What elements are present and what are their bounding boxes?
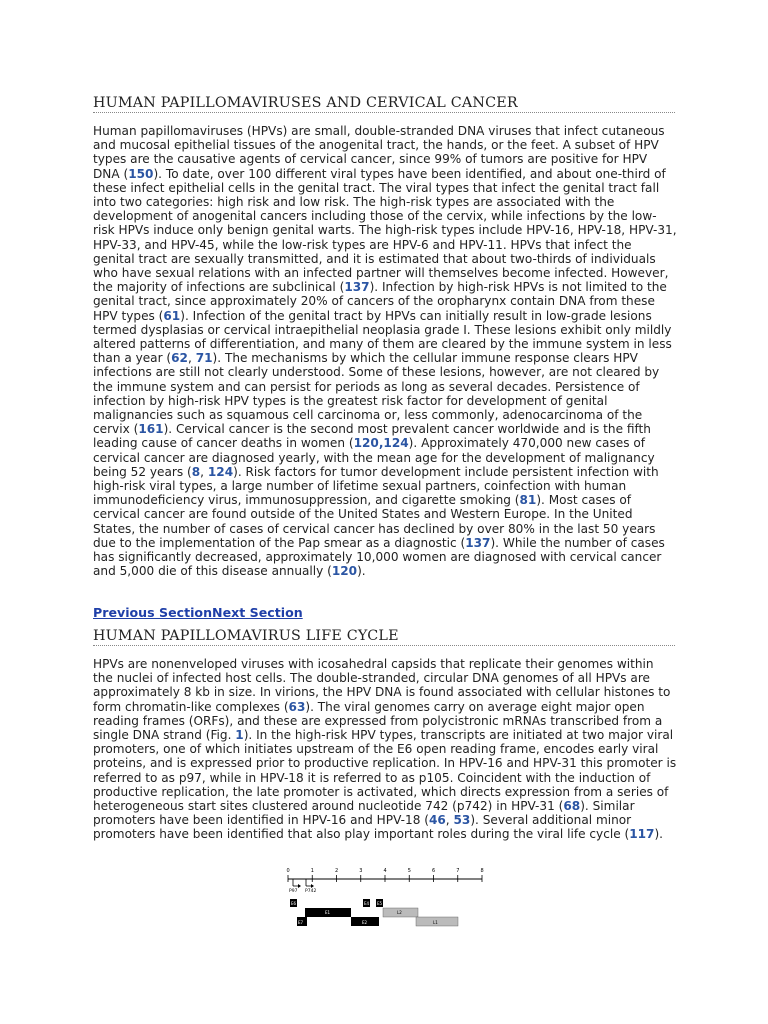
orf-label: L2: [397, 910, 402, 915]
reference-link[interactable]: 81: [519, 493, 537, 508]
reference-link[interactable]: 137: [465, 535, 491, 550]
paragraph-hpv-cervical-cancer: Human papillomaviruses (HPVs) are small, double-stranded DNA viruses that infect cutaneous and mucosal epithelial tissues of the anogenital tract, the hands, or the feet. A subset of HPV types are the causative agents of cervical cancer, since 99% of tumors are positive for HPV DNA (150). To date, over 100 different viral types have been identified, and about one-third of these infect epithelial cells in the genital tract. The viral types that infect the genital tract fall into two categories: high risk and low risk. The high-risk types are associated with the development of anogenital cancers including those of the cervix, while infections by the low-risk HPVs induce only benign genital warts. The high-risk types include HPV-16, HPV-18, HPV-31, HPV-33, and HPV-45, while the low-risk types are HPV-6 and HPV-11. HPVs that infect the genital tract are sexually transmitted, and it is estimated that about two-thirds of individuals who have sexual relations with an infected partner will themselves become infected. However, the majority of infections are subclinical (137). Infection by high-risk HPVs is not limited to the genital tract, since approximately 20% of cancers of the oropharynx contain DNA from these HPV types (61). Infection of the genital tract by HPVs can initially result in low-grade lesions termed dysplasias or cervical intraepithelial neoplasia grade I. These lesions exhibit only mildly altered patterns of differentiation, and many of them are cleared by the immune system in less than a year (62, 71). The mechanisms by which the cellular immune response clears HPV infections are still not clearly understood. Some of these lesions, however, are not cleared by the immune system and can persist for periods as long as several decades. Persistence of infection by high-risk HPV types is the greatest risk factor for development of genital malignancies such as squamous cell carcinoma or, less commonly, adenocarcinoma of the cervix (161). Cervical cancer is the second most prevalent cancer worldwide and is the fifth leading cause of cancer deaths in women (120,124). Approximately 470,000 new cases of cervical cancer are diagnosed yearly, with the mean age for the development of malignancy being 52 years (8, 124). Risk factors for tumor development include persistent infection with high-risk viral types, a large number of lifetime sexual partners, coinfection with human immunodeficiency virus, immunosuppression, and cigarette smoking (81). Most cases of cervical cancer are found outside of the United States and Western Europe. In the United States, the number of cases of cervical cancer has declined by over 80% in the last 50 years due to the implementation of the Pap smear as a diagnostic (137). While the number of cases has significantly decreased, approximately 10,000 women are diagnosed with cervical cancer and 5,000 die of this disease annually (120).: [93, 124, 677, 579]
promoter-p742-arrow: [306, 879, 314, 888]
scale-label: 6: [432, 868, 436, 874]
scale-label: 5: [407, 868, 411, 874]
promoter-label: P742: [305, 889, 317, 894]
previous-section-link[interactable]: Previous Section: [93, 605, 213, 620]
scale-label: 0: [286, 868, 290, 874]
scale-label: 3: [359, 868, 363, 874]
reference-link[interactable]: 62: [171, 351, 188, 366]
reference-link[interactable]: 117: [629, 827, 655, 842]
orf-label: E1: [325, 910, 331, 915]
orf-label: E6: [291, 901, 297, 906]
reference-link[interactable]: 68: [563, 799, 581, 814]
scale-label: 1: [310, 868, 314, 874]
reference-link[interactable]: 120,124: [353, 436, 409, 451]
reference-link[interactable]: 71: [195, 351, 213, 366]
reference-link[interactable]: 61: [163, 308, 181, 323]
scale-label: 7: [456, 868, 460, 874]
reference-link[interactable]: 63: [288, 699, 306, 714]
orf-label: E2: [362, 920, 368, 925]
figure-link[interactable]: 1: [235, 728, 244, 743]
section-navigation: [93, 605, 303, 620]
orf-label: E4: [364, 901, 370, 906]
section-title-hpv-cervical-cancer: HUMAN PAPILLOMAVIRUSES AND CERVICAL CANCER: [93, 95, 675, 113]
promoter-p97-arrow: [293, 879, 301, 888]
paragraph-hpv-life-cycle: HPVs are nonenveloped viruses with icosahedral capsids that replicate their genomes within the nuclei of infected host cells. The double-stranded, circular DNA genomes of all HPVs are approximately 8 kb in size. In virions, the HPV DNA is found associated with cellular histones to form chromatin-like complexes (63). The viral genomes carry on average eight major open reading frames (ORFs), and these are expressed from polycistronic mRNAs transcribed from a single DNA strand (Fig. 1). In the high-risk HPV types, transcripts are initiated at two major viral promoters, one of which initiates upstream of the E6 open reading frame, encodes early viral proteins, and is expressed prior to productive replication. In HPV-16 and HPV-31 this promoter is referred to as p97, while in HPV-18 it is referred to as p105. Coincident with the induction of productive replication, the late promoter is activated, which directs expression from a series of heterogeneous start sites clustered around nucleotide 742 (p742) in HPV-31 (68). Similar promoters have been identified in HPV-16 and HPV-18 (46, 53). Several additional minor promoters have been identified that also play important roles during the viral life cycle (117).: [93, 657, 677, 842]
hpv-genome-map-figure: [285, 864, 485, 932]
reference-link[interactable]: 124: [207, 464, 234, 479]
next-section-link[interactable]: Next Section: [212, 605, 303, 620]
scale-label: 2: [335, 868, 339, 874]
scale-label: 4: [383, 868, 387, 874]
orf-label: E7: [298, 920, 304, 925]
reference-link[interactable]: 8: [191, 464, 201, 479]
reference-link[interactable]: 150: [128, 166, 154, 181]
orf-label: L1: [433, 920, 438, 925]
reference-link[interactable]: 161: [138, 422, 164, 437]
reference-link[interactable]: 53: [453, 813, 471, 828]
promoter-label: P97: [289, 889, 298, 894]
orf-label: E5: [377, 901, 383, 906]
section-title-hpv-life-cycle: HUMAN PAPILLOMAVIRUS LIFE CYCLE: [93, 628, 675, 646]
reference-link[interactable]: 120: [331, 564, 358, 579]
scale-label: 8: [480, 868, 484, 874]
reference-link[interactable]: 137: [344, 280, 370, 295]
reference-link[interactable]: 46: [428, 813, 446, 828]
